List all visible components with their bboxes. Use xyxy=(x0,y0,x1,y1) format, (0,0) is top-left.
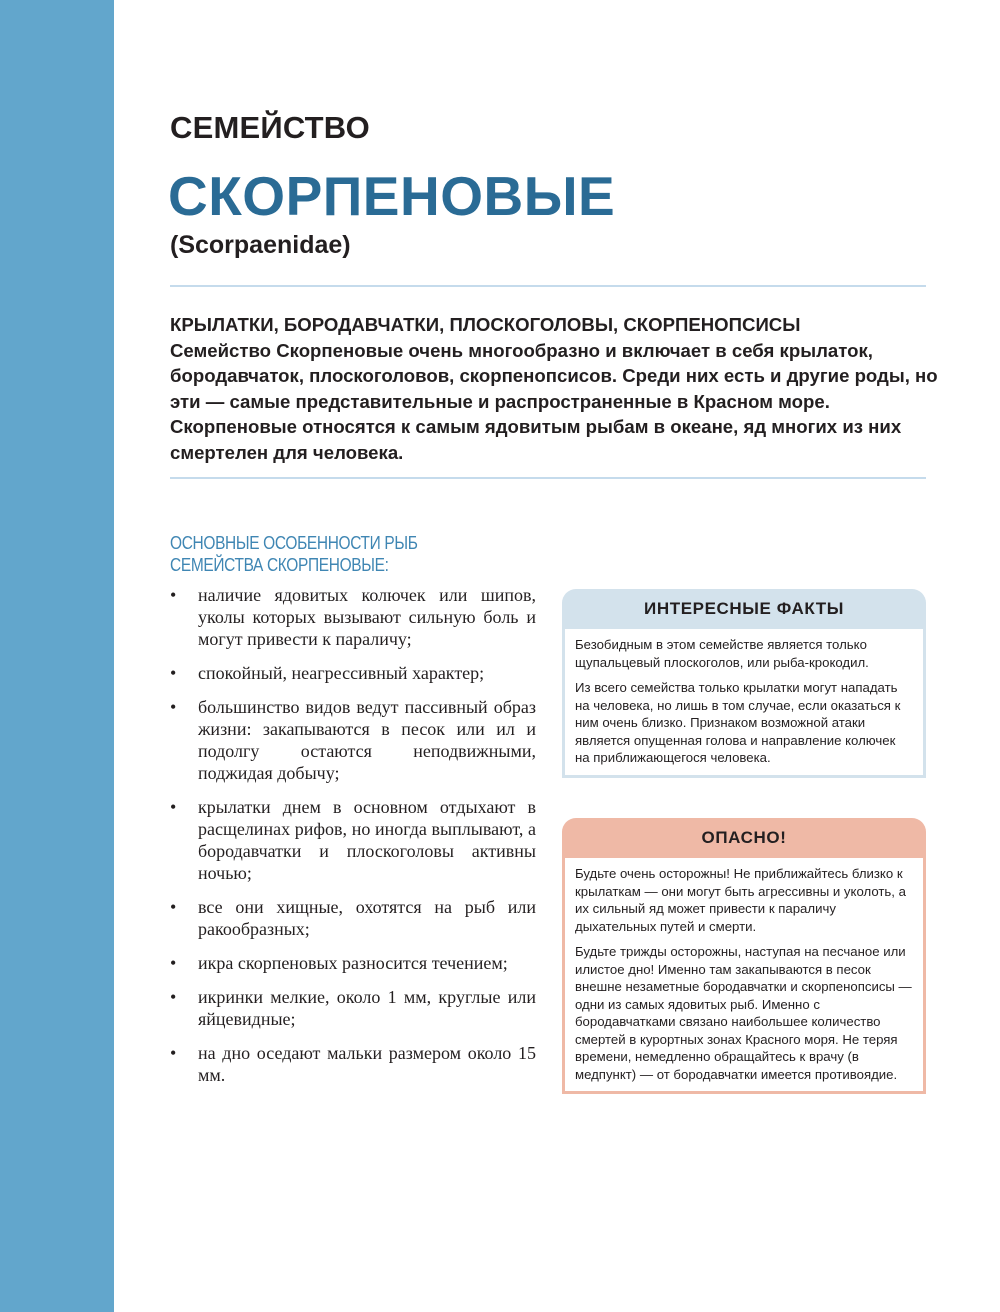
bullet-icon: • xyxy=(170,797,177,817)
bullet-icon: • xyxy=(170,697,177,717)
list-item xyxy=(170,696,536,784)
facts-box-body xyxy=(562,629,926,778)
danger-box xyxy=(562,818,926,1094)
list-item-text: крылатки днем в основном отдыхают в расщелинах рифов, но иногда выплывают, а бородавчатки и плоскоголовы активны ночью; xyxy=(198,797,536,883)
list-item-text: все они хищные, охотятся на рыб или ракообразных; xyxy=(198,897,536,939)
side-color-band xyxy=(0,0,114,1312)
list-item xyxy=(170,896,536,940)
list-item xyxy=(170,952,536,974)
facts-paragraph: Из всего семейства только крылатки могут нападать на человека, но лишь в том случае, если оказаться к ним очень близко. Признаком возможной атаки является опущенная голова и направление колючек на приближающегося человека. xyxy=(575,680,901,765)
latin-name: (Scorpaenidae) xyxy=(170,231,351,259)
list-item xyxy=(170,1042,536,1086)
interesting-facts-box xyxy=(562,589,926,778)
facts-box-title: ИНТЕРЕСНЫЕ ФАКТЫ xyxy=(562,589,926,629)
bullet-icon: • xyxy=(170,953,177,973)
list-item xyxy=(170,796,536,884)
list-item-text: большинство видов ведут пассивный образ жизни: закапываются в песок или ил и подолгу остаются неподвижными, поджидая добычу; xyxy=(198,697,536,783)
intro-lead: КРЫЛАТКИ, БОРОДАВЧАТКИ, ПЛОСКОГОЛОВЫ, СКОРПЕНОПСИСЫ xyxy=(170,314,801,335)
facts-paragraph: Безобидным в этом семействе является только щупальцевый плоскоголов, или рыба-крокодил. xyxy=(575,637,869,670)
list-item-text: икра скорпеновых разносится течением; xyxy=(198,953,508,973)
page-title: СКОРПЕНОВЫЕ xyxy=(168,165,616,227)
danger-paragraph: Будьте трижды осторожны, наступая на песчаное или илистое дно! Именно там закапываются в песок внешне незаметные бородавчатки и скорпенопсисы — одни из самых ядовитых рыб. Именно с бородавчатками связано наибольшее количество смертей в курортных зонах Красного моря. Не теряя времени, немедленно обращайтесь к врачу (в медпункт) — от бородавчатки имеется противоядие. xyxy=(575,944,912,1082)
list-item-text: спокойный, неагрессивный характер; xyxy=(198,663,485,683)
danger-paragraph: Будьте очень осторожны! Не приближайтесь близко к крылаткам — они могут быть агрессивны и уколоть, а их сильный яд может привести к параличу дыхательных путей и смерти. xyxy=(575,866,906,934)
danger-box-title: ОПАСНО! xyxy=(562,818,926,858)
list-item xyxy=(170,662,536,684)
intro-text: Семейство Скорпеновые очень многообразно и включает в себя крылаток, бородавчаток, плоскоголовов, скорпенопсисов. Среди них есть и другие роды, но эти — самые представительные и распространенные в Красном море. Скорпеновые относятся к самым ядовитым рыбам в океане, яд многих из них смертелен для человека. xyxy=(170,339,938,463)
bullet-icon: • xyxy=(170,1043,177,1063)
list-item xyxy=(170,986,536,1030)
list-item-text: икринки мелкие, около 1 мм, круглые или яйцевидные; xyxy=(198,987,536,1029)
features-title: ОСНОВНЫЕ ОСОБЕННОСТИ РЫБ СЕМЕЙСТВА СКОРПЕНОВЫЕ: xyxy=(170,533,418,575)
divider-top xyxy=(170,285,926,287)
family-label: СЕМЕЙСТВО xyxy=(170,110,370,145)
bullet-icon: • xyxy=(170,585,177,605)
list-item xyxy=(170,584,536,650)
list-item-text: наличие ядовитых колючек или шипов, уколы которых вызывают сильную боль и могут привести к параличу; xyxy=(198,585,536,649)
bullet-icon: • xyxy=(170,897,177,917)
danger-box-body xyxy=(562,858,926,1094)
list-item-text: на дно оседают мальки размером около 15 мм. xyxy=(198,1043,536,1085)
features-list xyxy=(170,584,536,1098)
bullet-icon: • xyxy=(170,663,177,683)
divider-bottom xyxy=(170,477,926,479)
intro-section xyxy=(170,312,940,466)
bullet-icon: • xyxy=(170,987,177,1007)
